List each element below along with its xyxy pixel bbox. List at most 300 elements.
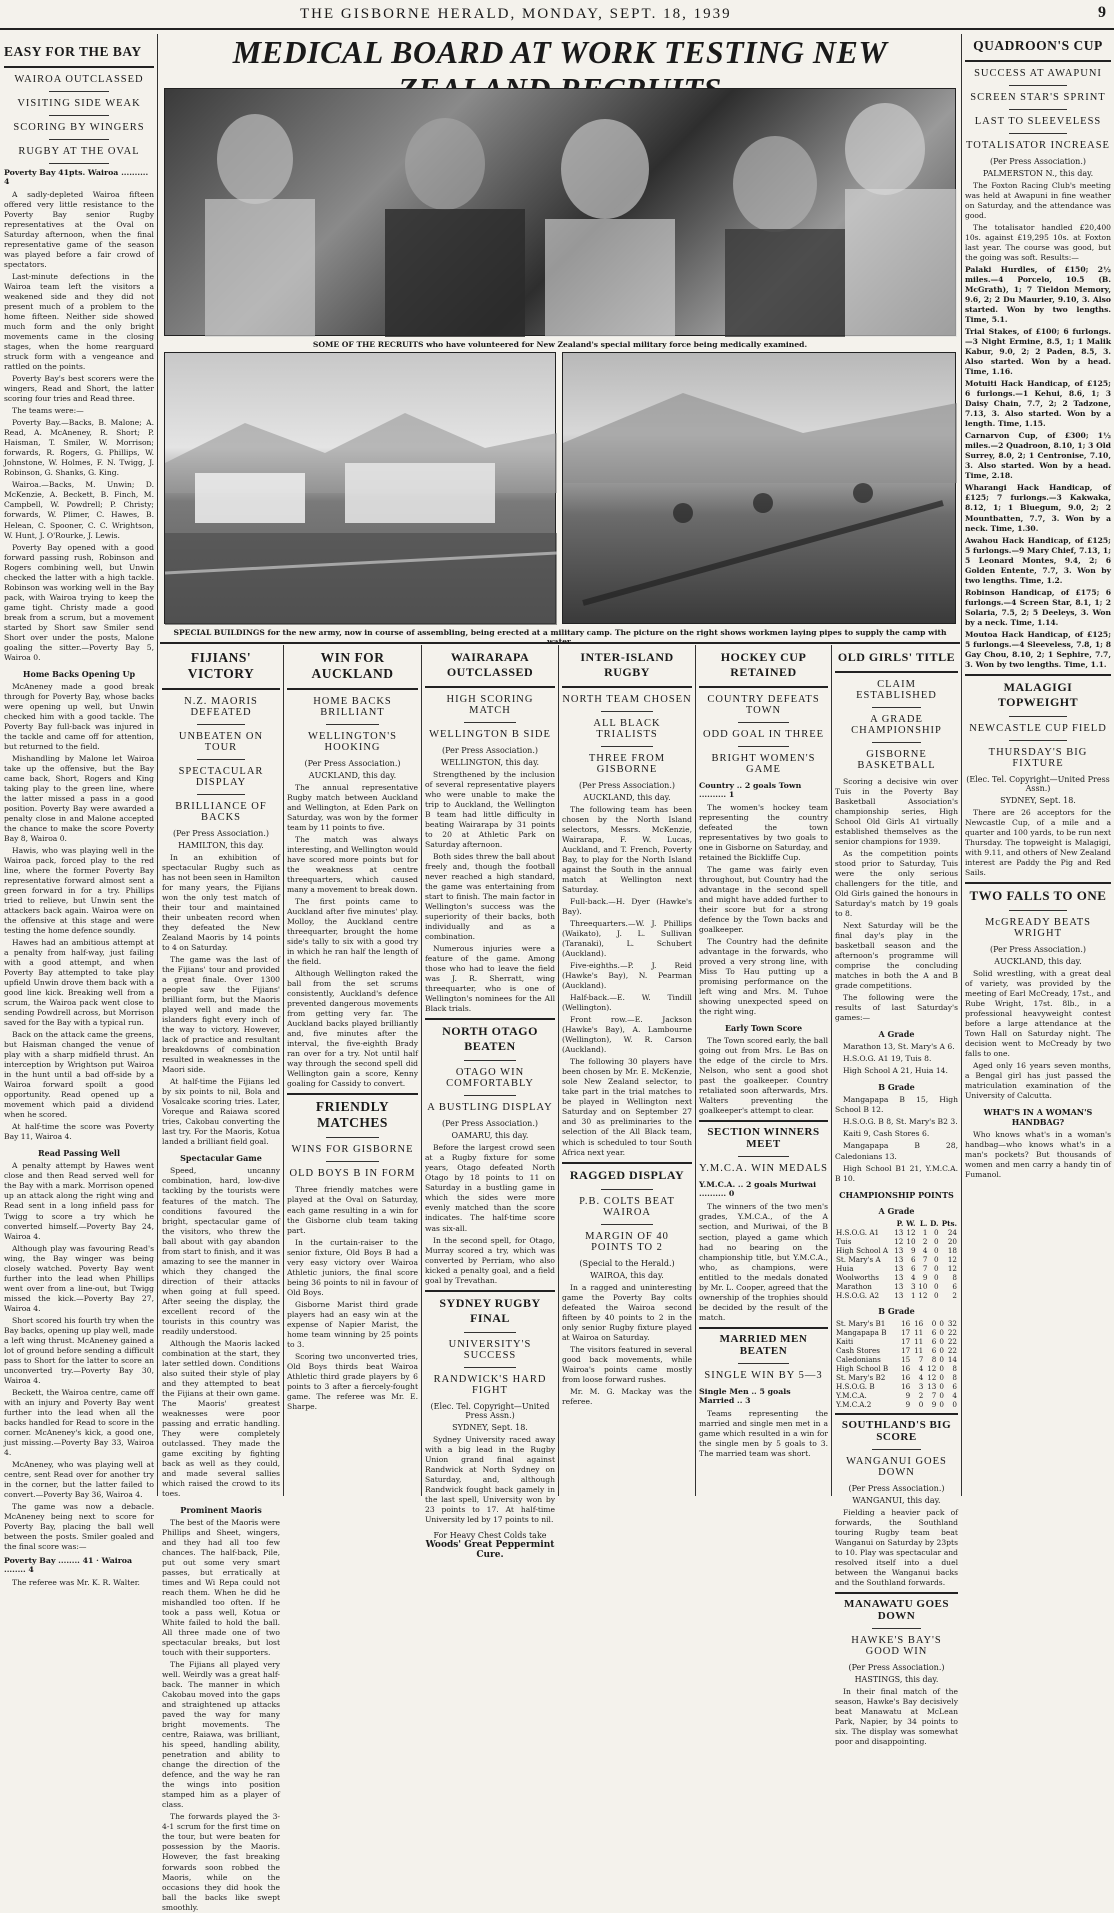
stat-cell: P. (896, 1218, 904, 1228)
team-name-cell: High School B (836, 1363, 889, 1373)
article-paragraph: Both sides threw the ball about freely and, though the football never reached a high standard, the game was entertaining from start to finish. The main factor in Wellington's success was the superiority of their backs, both individually and as a combination. (425, 852, 555, 942)
grade-result: H.S.O.G. B 8, St. Mary's B2 3. (843, 1117, 958, 1127)
photo-caption-recruits: SOME OF THE RECRUITS who have volunteered for New Zealand's special military force being medically examined. (312, 340, 808, 349)
article-paragraph: At half-time the score was Poverty Bay 11, Wairoa 4. (4, 1122, 154, 1142)
deck: SUCCESS AT AWAPUNI (974, 68, 1102, 79)
stat-cell: 8 (952, 1363, 957, 1373)
photo-caption-buildings: SPECIAL BUILDINGS for the new army, now in course of assembling, being erected at a military camp. The picture on the right shows workmen laying pipes to supply the camp with water. (173, 628, 947, 646)
rule (835, 1413, 958, 1415)
deck: WAIROA OUTCLASSED (14, 74, 144, 85)
column-rule (283, 645, 284, 1496)
headline-easy-for-the-bay: EASY FOR THE BAY (4, 44, 142, 59)
stat-cell: 4 (918, 1372, 924, 1382)
stat-cell: L. (919, 1218, 928, 1228)
rule (162, 688, 280, 690)
stat-cell: 4 (952, 1390, 957, 1400)
stat-cell: 7 (918, 1354, 924, 1364)
stat-cell: 0 (939, 1318, 944, 1328)
deck: TOTALISATOR INCREASE (966, 140, 1110, 151)
stat-cell: 12 (927, 1363, 937, 1373)
article-paragraph: McAneney, who was playing well at centre, sent Read over for another try in the corner, but the latter failed to convert.—Poverty Bay 36, Wairoa 4. (4, 1459, 154, 1499)
subheading: Read Passing Well (37, 1148, 121, 1159)
stat-cell: 2 (918, 1390, 924, 1400)
press-credit: (Special to the Herald.) (579, 1258, 675, 1268)
dateline: OAMARU, this day. (451, 1131, 529, 1141)
stat-cell: 0 (933, 1272, 939, 1282)
column-rule (961, 34, 962, 1496)
article-paragraph: Beckett, the Wairoa centre, came off with an injury and Poverty Bay went further into the lead when all the backs handled for Read to score in the corner. McAneney's kick, a good one, just missing.—Poverty Bay 33, Wairoa 4. (4, 1387, 154, 1457)
rule (425, 1290, 555, 1292)
stat-cell: 1 (922, 1227, 928, 1237)
article-paragraph: At half-time the Fijians led by six points to nil, Bola and Vosalcake scoring tries. Later, Voreque and Raiawa scored tries, Cakobau converting the last try. For the Maoris, Kotua landed a brilliant field goal. (162, 1077, 280, 1147)
deck: OTAGO WIN COMFORTABLY (446, 1067, 534, 1090)
headline-old-girls-title: OLD GIRLS' TITLE (837, 650, 956, 664)
rule (49, 139, 109, 140)
standings-row (835, 1337, 958, 1346)
stat-cell: 15 (901, 1354, 911, 1364)
match-result: Single Men .. 5 goals Married .. 3 (699, 1386, 791, 1405)
stat-cell: 16 (901, 1381, 911, 1391)
column-rule (831, 645, 832, 1496)
article-paragraph: The game was fairly even throughout, but Country had the advantage in the second spell and might have added further to their score but for a strong defence by the Town backs and goalkeeper. (699, 865, 828, 935)
stat-cell: 9 (910, 1245, 916, 1255)
standings-row (835, 1319, 958, 1328)
subheading: A Grade (878, 1029, 915, 1040)
rule (872, 742, 921, 743)
team-list: Threequarters.—W. J. Phillips (Waikato), J. L. Sullivan (Taranaki), L. Schubert (Auckland). (562, 919, 692, 959)
grade-result: High School A 21, Huia 14. (843, 1066, 948, 1076)
team-list: Full-back.—H. Dyer (Hawke's Bay). (562, 897, 692, 917)
article-paragraph: The winners of the two men's grades, Y.M.C.A., of the A section, and Muriwai, of the B section, played a game which had no bearing on the championship title, but Y.M.C.A., who, as champions, were entitled to the medals donated by Mr. L. Cooper, agreed that the ownership of the trophies should be decided by the result of the match. (699, 1202, 828, 1322)
column-rule (421, 645, 422, 1496)
rule (872, 1628, 921, 1629)
stat-cell: 12 (947, 1263, 957, 1273)
article-paragraph: A penalty attempt by Hawes went close and then Read served well for the Bay with a mark. Morrison opened up an attack along the right wing and Read sent in a long infield pass for Twigg to score a try which he converted himself.—Poverty Bay 24, Wairoa 4. (4, 1161, 154, 1241)
team-name-cell: St. Mary's A (836, 1254, 881, 1264)
team-name-cell: Mangapapa B (836, 1327, 887, 1337)
rule (965, 882, 1111, 884)
article-paragraph: Although Wellington raked the ball from the set scrums consistently, Auckland's defence prevented dangerous movements from getting very far. The Auckland backs played brilliantly and, five minutes after the interval, the five-eighth Brady ran over for a try. Not until half way through the second spell did Wellington gain a score, Kenny goaling for Cassidy to convert. (287, 969, 418, 1089)
headline-hockey-cup-retained: HOCKEY CUP RETAINED (720, 650, 807, 679)
stat-cell: 4 (918, 1363, 924, 1373)
article-paragraph: The match was always interesting, and Wellington would have scored more points but for the weakness at centre threequarters, which caused many a movement to break down. (287, 835, 418, 895)
article-paragraph: Last-minute defections in the Wairoa team left the visitors a weakened side and they did not present much of a problem to the home fifteen. Neither side showed much form and the only bright movements came in the closing stages, when the home rearguard struck form with a vengeance and rattled on the points. (4, 272, 154, 372)
headline-ragged-display: RAGGED DISPLAY (569, 1167, 685, 1182)
article-paragraph: The game was now a debacle. McAneney being next to score for Poverty Bay, placing the ball well between the posts. Smiler goaled and the final score was:— (4, 1501, 154, 1551)
standings-table-b (835, 1319, 958, 1409)
subheading: WHAT'S IN A WOMAN'S HANDBAG? (983, 1107, 1093, 1128)
team-name-cell: Y.M.C.A. (836, 1390, 867, 1400)
stat-cell: 12 (918, 1290, 928, 1300)
headline-section-winners-meet: SECTION WINNERS MEET (707, 1126, 820, 1151)
stat-cell: 0 (939, 1372, 944, 1382)
stat-cell: 13 (927, 1381, 937, 1391)
stat-cell: 17 (901, 1327, 911, 1337)
stat-cell: 0 (933, 1263, 939, 1273)
stat-cell: 13 (894, 1290, 904, 1300)
article-paragraph: The best of the Maoris were Phillips and Sheet, wingers, and they had all too few chances. The half-back, Pile, put out some very smart passes, but erratically at times and Wi Repa could not reach them. When he did he mishandled too often. If he took a pass well, Kotua or White failed to hold the ball. All three made one of two spectacular breaks, but lost touch with their supporters. (162, 1517, 280, 1658)
article-paragraph: In an exhibition of spectacular Rugby such as has not been seen in Hamilton for many years, the Fijians won the only test match of their tour and maintained their unbeaten record when they defeated the New Zealand Maoris by 14 points to 4 on Saturday. (162, 853, 280, 953)
advertisement (425, 1531, 555, 1560)
stat-cell: 12 (894, 1236, 904, 1246)
rule (738, 1156, 790, 1157)
grade-result: Marathon 13, St. Mary's A 6. (843, 1042, 955, 1052)
team-name-cell: H.S.O.G. A2 (836, 1290, 880, 1300)
deck: SPECTACULAR DISPLAY (178, 766, 264, 788)
article-paragraph: In a ragged and uninteresting game the Poverty Bay colts defeated the Wairoa second fifteen by 40 points to 2 in the only senior Rugby fixture played at Wairoa on Saturday. (562, 1282, 692, 1342)
stat-cell: 7 (922, 1254, 928, 1264)
stat-cell: 16 (901, 1318, 911, 1328)
race-result: Robinson Handicap, of £175; 6 furlongs.—4 Screen Star, 8.1, 1; 2 Solaria, 7.5, 2; 5 Deeleys, 3. Won by a neck. Time, 1.14. (965, 587, 1111, 627)
deck: NEWCASTLE CUP FIELD (969, 722, 1107, 734)
column-wairarapa-outclassed (425, 646, 555, 1560)
column-old-girls-title (835, 646, 958, 1746)
photo-army-buildings (164, 352, 556, 624)
stat-cell: 0 (939, 1345, 944, 1355)
stat-cell: 0 (933, 1227, 939, 1237)
rule (197, 759, 244, 760)
rule (872, 1449, 921, 1450)
rule (4, 66, 154, 68)
stat-cell: 0 (939, 1363, 944, 1373)
article-paragraph: Back on the attack came the greens, but Haisman changed the venue of play with a sharp midfield thrust. An interception by Wrightson put Wairoa in the hunt until a bad off-side by a Wairoa forward spoilt a good opportunity. Read opened up a movement which paid a dividend when he scored. (4, 1030, 154, 1120)
rule (965, 60, 1111, 62)
stat-cell: 0 (939, 1336, 944, 1346)
article-paragraph: Strengthened by the inclusion of several representative players who were unable to make the trip to Auckland, the Wellington B team had little difficulty in beating Wairarapa by 31 points to 20 at Athletic Park on Saturday afternoon. (425, 770, 555, 850)
article-paragraph: McAneney made a good break through for Poverty Bay, whose backs were opening up well, but Unwin checked him with a good tackle. The Poverty Bay full-back was injured in the tackle and came off for attention, but returned to the field. (4, 681, 154, 751)
stat-cell: 22 (947, 1327, 957, 1337)
stat-cell: 8 (952, 1272, 957, 1282)
team-list: Poverty Bay.—Backs, B. Malone; A. Read, A. McAneney, R. Short; P. Haisman, T. Smiler, W. Morrison; forwards, R. Rogers, G. Phillips, W. Johnstone, W. Holmes, F. N. Twigg, J. Robinson, G. Shanks, G. King. (4, 418, 154, 478)
team-name-cell: Y.M.C.A.2 (836, 1399, 872, 1409)
article-paragraph: Numerous injuries were a feature of the game. Among those who had to leave the field was J. R. Sherratt, wing threequarter, who is one of Wellington's nominees for the All Black trials. (425, 944, 555, 1014)
rule (326, 724, 378, 725)
deck: BRIGHT WOMEN'S GAME (711, 753, 816, 775)
deck: THURSDAY'S BIG FIXTURE (988, 746, 1088, 769)
column-inter-island-rugby (562, 646, 692, 1498)
deck: WINS FOR GISBORNE (291, 1144, 414, 1156)
article-paragraph: Poverty Bay opened with a good forward passing rush, Robinson and Rogers combining well, but Unwin checked the latter with a high tackle. Robinson was working well in the Bay pack, with Wairoa trying to keep the game tight. Christy made a good break from a scrum, but a movement started by Short saw Smiler send Short over under the posts, Malone goaling the sitter.—Poverty Bay 5, Wairoa 0. (4, 542, 154, 662)
deck: P.B. COLTS BEAT WAIROA (579, 1195, 675, 1218)
team-list: Wairoa.—Backs, M. Unwin; D. McKenzie, A. Beckett, B. Finch, M. Campbell, W. Powdrell; P. Christy; forwards, W. Plimer, C. Hawes, B. Helean, C. Spooner, C. C. Wrightson, W. Hunt, J. O'Rourke, J. Lewis. (4, 480, 154, 540)
rule (1009, 85, 1067, 86)
article-paragraph: There are 26 acceptors for the Newcastle Cup, of a mile and a quarter and 100 yards, to be run next Thursday. The topweight is Malagigi, with 9.11, and others of New Zealand interest are Paddy the Pig and Red Sails. (965, 807, 1111, 877)
article-paragraph: The following were the results of last Saturday's games:— (835, 993, 958, 1023)
rule (1009, 910, 1067, 911)
deck: UNBEATEN ON TOUR (178, 731, 264, 753)
article-paragraph: The annual representative Rugby match between Auckland and Wellington, at Eden Park on Saturday, was won by the former team by 11 points to five. (287, 783, 418, 833)
stat-cell: 0 (939, 1327, 944, 1337)
rule (1009, 740, 1067, 741)
rule (1009, 716, 1067, 717)
subheading: Early Town Score (724, 1023, 803, 1034)
stat-cell: 6 (952, 1281, 957, 1291)
stat-cell: Pts. (941, 1218, 957, 1228)
deck: N.Z. MAORIS DEFEATED (184, 696, 258, 718)
team-name-cell: H.S.O.G. B (836, 1381, 875, 1391)
article-paragraph: Scoring two unconverted tries, Old Boys thirds beat Wairoa Athletic third grade players by 6 points to 3 after a fiercely-fought game. The referee was Mr. E. Sharpe. (287, 1351, 418, 1411)
stat-cell: 0 (952, 1399, 957, 1409)
rule (738, 722, 790, 723)
deck: COUNTRY DEFEATS TOWN (707, 694, 820, 716)
column-rule (695, 645, 696, 1496)
column-rule (558, 645, 559, 1496)
team-name-cell: St. Mary's B2 (836, 1372, 886, 1382)
article-paragraph: A sadly-depleted Wairoa fifteen offered very little resistance to the Poverty Bay senior Rugby representatives at the Oval on Saturday afternoon, when the final representative game of the season was played before a fair crowd of spectators. (4, 190, 154, 270)
deck: RUGBY AT THE OVAL (18, 146, 140, 157)
stat-cell: 6 (931, 1345, 937, 1355)
photo-workmen-pipes (562, 352, 956, 624)
photo-recruits-figures (165, 89, 957, 337)
stat-cell: 7 (922, 1263, 928, 1273)
deck: Y.M.C.A. WIN MEDALS (699, 1163, 828, 1175)
rule (49, 91, 109, 92)
deck: NORTH TEAM CHOSEN (562, 694, 692, 705)
standings-row (835, 1364, 958, 1373)
stat-cell: 0 (939, 1399, 944, 1409)
main-headline: MEDICAL BOARD AT WORK TESTING NEW (232, 34, 888, 70)
deck: CLAIM ESTABLISHED (856, 679, 937, 701)
article-paragraph: Speed, uncanny combination, hard, low-dive tackling by the tourists were features of the match. The conditions favoured the bright, spectacular game of the visitors, who threw the ball about with gay abandon from start to finish, and it was amazing to see the manner in which they changed the direction of their attacks when going at full speed. After seeing the display, the excellent record of the tourists in this country was readily understood. (162, 1166, 280, 1336)
article-paragraph: Three friendly matches were played at the Oval on Saturday, each game resulting in a win for the Gisborne club team taking part. (287, 1185, 418, 1235)
stat-cell: 12 (906, 1227, 916, 1237)
deck: McGREADY BEATS WRIGHT (984, 916, 1092, 939)
photo-buildings-shapes (165, 353, 557, 625)
deck: HOME BACKS BRILLIANT (313, 696, 392, 718)
stat-cell: 3 (910, 1281, 916, 1291)
deck: VISITING SIDE WEAK (17, 98, 141, 109)
deck: HAWKE'S BAY'S GOOD WIN (851, 1634, 942, 1657)
stat-cell: 3 (918, 1381, 924, 1391)
column-quadroons-cup (965, 34, 1111, 1498)
stat-cell: 10 (906, 1236, 916, 1246)
subheading: B Grade (878, 1305, 915, 1316)
rule (562, 1162, 692, 1164)
subheading: Spectacular Game (180, 1153, 262, 1164)
deck: UNIVERSITY'S SUCCESS (448, 1338, 532, 1361)
rule (699, 1327, 828, 1329)
headline-married-men-beaten: MARRIED MEN BEATEN (719, 1332, 808, 1357)
grade-result: Mangapapa B 15, High School B 12. (835, 1095, 958, 1115)
stat-cell: 16 (914, 1318, 924, 1328)
standings-row (835, 1291, 958, 1300)
team-name-cell: St. Mary's B1 (836, 1318, 886, 1328)
stat-cell: 8 (952, 1372, 957, 1382)
press-credit: (Per Press Association.) (848, 1662, 945, 1672)
stat-cell: 18 (947, 1245, 957, 1255)
team-name-cell (835, 1219, 893, 1228)
stat-cell: 0 (939, 1390, 944, 1400)
article-paragraph: Sydney University raced away with a big lead in the Rugby Union grand final against Randwick at North Sydney on Saturday, and, although Randwick fought back gamely in the last spell, University won by 23 points to 17. At half-time University led by 17 points to nil. (425, 1434, 555, 1524)
subheading: A Grade (878, 1205, 915, 1216)
deck: RANDWICK'S HARD FIGHT (433, 1373, 547, 1396)
race-result: Palaki Hurdles, of £150; 2½ miles.—4 Porcelo, 10.5 (B. McGrath), 1; 7 Tieldon Memory, 9.6, 2; 2 Du Maurier, 9.10, 3. Also started. Won by two lengths. Time, 5.1. (965, 265, 1111, 325)
section-rule (160, 642, 960, 644)
standings-row (835, 1282, 958, 1291)
headline-sydney-rugby-final: SYDNEY RUGBY FINAL (439, 1295, 541, 1325)
stat-cell: 7 (931, 1390, 937, 1400)
team-list: Front row.—E. Jackson (Hawke's Bay), A. Lambourne (Wellington), W. R. Carson (Auckland). (562, 1015, 692, 1055)
article-paragraph: The game was the last of the Fijians' tour and provided a great finale. Over 1300 people saw the Fijians' brilliant form, but the Maoris played well and made the islanders fight every inch of the way to victory. However, lack of practice and resultant breakdowns of combination resulted in weaknesses in the Maori side. (162, 955, 280, 1075)
article-paragraph: The Town scored early, the ball going out from Mrs. Le Bas on the edge of the circle to Mrs. Nelson, who sent a good shot past the goalkeeper. Country retaliated soon afterwards, Mrs. Walters preventing the goalkeeper's attempt to clear. (699, 1036, 828, 1116)
rule (835, 1592, 958, 1594)
standings-row (835, 1346, 958, 1355)
rule (738, 1363, 790, 1364)
article-paragraph: The first points came to Auckland after five minutes' play. Molloy, the Auckland centre threequarter, brought the home side's tally to six with a good try in which he ran half the length of the field. (287, 897, 418, 967)
article-paragraph: Who knows what's in a woman's handbag—who knows what's in a man's pockets? But thousands of women and men carry a handy tin of Fumanol. (965, 1130, 1111, 1180)
ad-line: For Heavy Chest Colds take (433, 1530, 547, 1540)
standings-row (835, 1255, 958, 1264)
rule (738, 746, 790, 747)
dateline: AUCKLAND, this day. (308, 771, 397, 780)
stat-cell: 9 (905, 1390, 911, 1400)
race-result: Awahou Hack Handicap, of £125; 5 furlongs.—9 Mary Chief, 7.13, 1; 5 Leonard Montes, 9.4, 2; 6 Golden Entente, 7.7, 3. Won by two lengths. Time, 1.2. (965, 535, 1111, 585)
rule (49, 163, 109, 164)
rule (699, 686, 828, 688)
standings-row (835, 1228, 958, 1237)
stat-cell: 0 (931, 1318, 937, 1328)
masthead (0, 0, 1114, 30)
grade-result: Mangapapa B 28, Caledonians 13. (835, 1141, 958, 1161)
article-paragraph: Mishandling by Malone let Wairoa take up the offensive, but the Bay came back, Short, Rogers and King taking play to the green line, where the latter missed a pass in a good position. Poverty Bay were awarded a penalty close in and Malone accepted the chance to make the score Poverty Bay 8, Wairoa 0. (4, 753, 154, 843)
stat-cell: 9 (931, 1399, 937, 1409)
article-paragraph: The women's hockey team representing the country defeated the town representatives by two goals to one in Gisborne on Saturday, and retained the Bickliffe Cup. (699, 803, 828, 863)
rule (601, 1189, 653, 1190)
stat-cell: 13 (894, 1263, 904, 1273)
headline-southlands-big-score: SOUTHLAND'S BIG SCORE (841, 1418, 952, 1443)
deck: OLD BOYS B IN FORM (289, 1168, 416, 1180)
dateline: HAMILTON, this day. (178, 841, 264, 850)
deck: A BUSTLING DISPLAY (427, 1102, 553, 1114)
article-paragraph: The Fijians all played very well. Weirdly was a great half-back. The manner in which Cakobau moved into the gaps and straightened up attacks paved the way for many bright movements. The centre, Raiawa, was brilliant, his speed, handling ability, penetration and ability to change the direction of the defence, and the way he ran the wings into position stamped him as a player of class. (162, 1660, 280, 1810)
stat-cell: 16 (901, 1363, 911, 1373)
stat-cell: 6 (952, 1381, 957, 1391)
stat-cell: 22 (947, 1336, 957, 1346)
headline-win-for-auckland: WIN FOR AUCKLAND (311, 650, 394, 681)
rule (835, 671, 958, 673)
article-paragraph: In their final match of the season, Hawke's Bay decisively beat Manawatu at McLean Park, Napier, by 34 points to six. The display was somewhat poor and disappointing. (835, 1686, 958, 1746)
dateline: HASTINGS, this day. (854, 1674, 939, 1684)
article-paragraph: The forwards played the 3-4-1 scrum for the first time on the tour, but were beaten for possession by the Maoris. However, the fast breaking forwards soon robbed the Maoris, while on the occasions they did hook the ball the backs like swept smoothly. (162, 1812, 280, 1912)
press-credit: (Per Press Association.) (173, 829, 269, 838)
rule (872, 707, 921, 708)
press-credit: (Per Press Association.) (990, 157, 1086, 166)
rule (49, 115, 109, 116)
stat-cell: 4 (910, 1272, 916, 1282)
press-credit: (Per Press Association.) (848, 1483, 945, 1493)
deck: ODD GOAL IN THREE (702, 729, 825, 740)
deck: LAST TO SLEEVELESS (974, 116, 1102, 127)
article-paragraph: The following team has been chosen by the North Island selectors, Messrs. McKenzie, Wairarapa, F. W. Lucas, Auckland, and T. French, Poverty Bay, to play for the North Island against the South in the annual match at Wellington next Saturday. (562, 805, 692, 895)
stat-cell: 16 (901, 1372, 911, 1382)
photo-recruits-medical (164, 88, 956, 336)
article-paragraph: Although the Maoris lacked combination at the start, they later settled down. Conditions also suited their style of play and they attempted to beat the Fijians at their own game. The Maoris' greatest weaknesses were poor passing and erratic handling. They were completely outclassed. They made the game exciting by fighting back as well as they could, and made several sallies which raised the crowd to its toes. (162, 1338, 280, 1498)
article-paragraph: Mr. M. G. Mackay was the referee. (562, 1386, 692, 1406)
dateline: WANGANUI, this day. (852, 1495, 941, 1505)
standings-row (835, 1246, 958, 1255)
stat-cell: 9 (922, 1272, 928, 1282)
stat-cell: 0 (933, 1254, 939, 1264)
headline-two-falls-to-one: TWO FALLS TO ONE (969, 887, 1107, 903)
column-rule (157, 34, 158, 1496)
team-name-cell: Tuis (836, 1236, 852, 1246)
match-result: Poverty Bay 41pts. Wairoa .......... 4 (4, 168, 149, 186)
stat-cell: 8 (931, 1354, 937, 1364)
stat-cell: 17 (901, 1336, 911, 1346)
press-credit: (Per Press Association.) (579, 781, 675, 790)
dateline: SYDNEY, Sept. 18. (1000, 795, 1076, 805)
race-result: Trial Stakes, of £100; 6 furlongs.—3 Night Ermine, 8.5, 1; 1 Malik Kabur, 9.0, 2; 2 Paden, 8.5, 3. Also started. Won by a head. Time, 1.16. (965, 327, 1111, 377)
headline-manawatu-goes-down: MANAWATU GOES DOWN (843, 1597, 949, 1622)
article-paragraph: Aged only 16 years seven months, a Bengal girl has just passed the matriculation examination of the University of Calcutta. (965, 1060, 1111, 1101)
stat-cell: 13 (894, 1254, 904, 1264)
stat-cell: 0 (939, 1381, 944, 1391)
rule (464, 722, 516, 723)
rule (197, 794, 244, 795)
press-credit: (Per Press Association.) (442, 746, 538, 755)
rule (326, 1161, 378, 1162)
stat-cell: 0 (933, 1281, 939, 1291)
headline-fijians-victory: FIJIANS' VICTORY (187, 650, 255, 681)
dateline: AUCKLAND, this day. (994, 956, 1082, 966)
deck: BRILLIANCE OF BACKS (175, 801, 267, 823)
ad-product: Woods' Great Peppermint Cure. (425, 1539, 555, 1560)
standings-table-a (835, 1219, 958, 1300)
race-result: Wharangi Hack Handicap, of £125; 7 furlongs.—3 Kakwaka, 8.12, 1; 1 Bluegum, 9.0, 2; 2 Mountbatten, 7.7, 3. Won by a neck. Time, 1.30. (965, 483, 1111, 533)
deck: THREE FROM GISBORNE (588, 753, 666, 775)
stat-cell: 11 (914, 1345, 924, 1355)
dateline: SYDNEY, Sept. 18. (452, 1422, 528, 1432)
standings-row (835, 1264, 958, 1273)
rule (287, 688, 418, 690)
deck: A GRADE CHAMPIONSHIP (851, 714, 942, 736)
stat-cell: 0 (918, 1399, 924, 1409)
team-name-cell: Kaiti (836, 1336, 854, 1346)
article-paragraph: Hawes had an ambitious attempt at a penalty from half-way, just failing with a good attempt, and when Poverty Bay attempted to take play upfield Unwin drove them back with a good line kick. Breaking well from a scrum, the Wairoa pack went close to sending Powdrell across, but Morrison saved for the Bay with a typical run. (4, 938, 154, 1028)
standings-row (835, 1328, 958, 1337)
column-fijians-victory (162, 646, 280, 1912)
stat-cell: 12 (947, 1254, 957, 1264)
column-win-for-auckland (287, 646, 418, 1498)
article-paragraph: Next Saturday will be the final day's play in the basketball season and the afternoon's programme will comprise the concluding matches in both the A and B grade competitions. (835, 921, 958, 991)
stat-cell: 10 (918, 1281, 928, 1291)
article-paragraph: Teams representing the married and single men met in a game which resulted in a win for the single men by 5 goals to 3. The married team was short. (699, 1408, 828, 1458)
rule (601, 711, 653, 712)
stat-cell: 20 (947, 1236, 957, 1246)
stat-cell: 0 (933, 1236, 939, 1246)
grade-result: Kaiti 9, Cash Stores 6. (843, 1129, 930, 1139)
final-score: Poverty Bay ........ 41 · Wairoa ........ 4 (4, 1556, 133, 1575)
deck: SCREEN STAR'S SPRINT (970, 92, 1106, 103)
article-paragraph: Although play was favouring Read's wing, the Bay winger was being closely watched. Poverty Bay went further into the lead when Phillips went over from a line-out, but Twigg missed the kick.—Poverty Bay 27, Wairoa 4. (4, 1243, 154, 1313)
deck: ALL BLACK TRIALISTS (593, 718, 661, 740)
article-paragraph: As the competition points stood prior to Saturday, Tuis were the only serious challengers for the title, and Old Girls gained the honours in Saturday's match by 19 goals to 8. (835, 849, 958, 919)
article-paragraph: The following 30 players have been chosen by Mr. E. McKenzie, sole New Zealand selector, to take part in the trial matches to be played in Wellington next Saturday and on September 27 and 30 as preliminaries to the selection of the All Black team, which is scheduled to tour South Africa next year. (562, 1057, 692, 1157)
deck: WELLINGTON B SIDE (429, 729, 551, 740)
stat-cell: 6 (910, 1254, 916, 1264)
subheading: B Grade (878, 1082, 915, 1093)
article-paragraph: Before the largest crowd seen at a Rugby fixture for some years, Otago defeated North Otago by 18 points to 11 on Saturday in a bustling game in which the sides were more evenly matched than the score indicates. The half-time score was six-all. (425, 1143, 555, 1233)
standings-row (835, 1391, 958, 1400)
rule (562, 686, 692, 688)
stat-cell: 2 (952, 1290, 957, 1300)
stat-cell: 11 (914, 1327, 924, 1337)
grade-result: High School B1 21, Y.M.C.A. B 10. (835, 1163, 958, 1183)
stat-cell: 11 (914, 1336, 924, 1346)
rule (425, 686, 555, 688)
article-paragraph: Solid wrestling, with a great deal of variety, was provided by the meeting of Earl McCready, 17st., and Rube Wright, 17st. 8lb., in a professional heavyweight contest before a large attendance at the Town Hall on Saturday night. The decision went to McCready by two falls to one. (965, 968, 1111, 1058)
subheading: CHAMPIONSHIP POINTS (839, 1189, 954, 1200)
